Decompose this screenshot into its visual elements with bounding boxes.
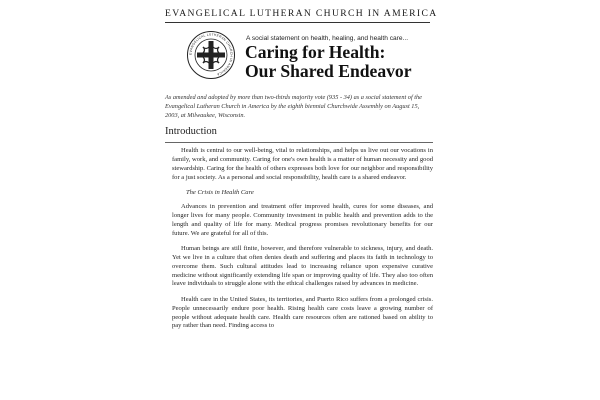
masthead-rule: [165, 22, 430, 23]
title-line-1: Caring for Health:: [245, 42, 386, 62]
page-title: [245, 43, 435, 81]
crisis-paragraph-1: Advances in prevention and treatment offer improved health, cures for some diseases, and longer lives for many people. Community investment in public health and prevention adds to the length and quality of life for many. Medical progress promises revolutionary benefits for our future. We are grateful for all of this.: [172, 203, 433, 237]
intro-paragraph: Health is central to our well-being, vital to relationships, and helps us live out our vocations in family, work, and community. Caring for one's own health is a matter of human necessity and good stewardship. Caring for the health of others expresses both love for our neighbor and responsibility for a just society. As a personal and social responsibility, health care is a shared endeavor.: [172, 147, 433, 181]
subsection-heading: The Crisis in Health Care: [186, 188, 254, 196]
elca-seal-svg: [186, 30, 236, 80]
title-line-2: Our Shared Endeavor: [245, 61, 412, 81]
seal-cross: [197, 41, 225, 69]
crisis-paragraph-3: Health care in the United States, its territories, and Puerto Rico suffers from a prolonged crisis. People unnecessarily endure poor health. Rising health care costs leave a growing number of people without adequate health care. Health care resources often are rationed based on ability to pay rather than need. Finding access to: [172, 295, 433, 330]
adoption-note: As amended and adopted by more than two-thirds majority vote (935 - 34) as a social statement of the Evangelical Lutheran Church in America by the eighth biennial Churchwide Assembly on August 15, 2003, at Milwaukee, Wisconsin.: [165, 94, 422, 119]
seal-ring-text: EVANGELICAL LUTHERAN CHURCH IN AMERICA: [188, 32, 234, 77]
section-rule: [165, 142, 433, 143]
section-body: [172, 147, 433, 338]
statement-subtitle: A social statement on health, healing, and health care...: [246, 35, 409, 42]
elca-cross-seal-icon: [186, 30, 236, 80]
crisis-paragraph-2: Human beings are still finite, however, and therefore vulnerable to sickness, injury, and death. Yet we live in a culture that often denies death and suffering and places its faith in technology to overcome them. Such cultural attitudes lead to increasing reliance upon expensive curative medicine without significantly extending life span or improving quality of life. They also too often leave individuals to struggle alone with the ethical challenges raised by advances in medicine.: [172, 245, 433, 288]
section-heading: Introduction: [165, 126, 217, 137]
masthead: EVANGELICAL LUTHERAN CHURCH IN AMERICA: [165, 8, 438, 19]
